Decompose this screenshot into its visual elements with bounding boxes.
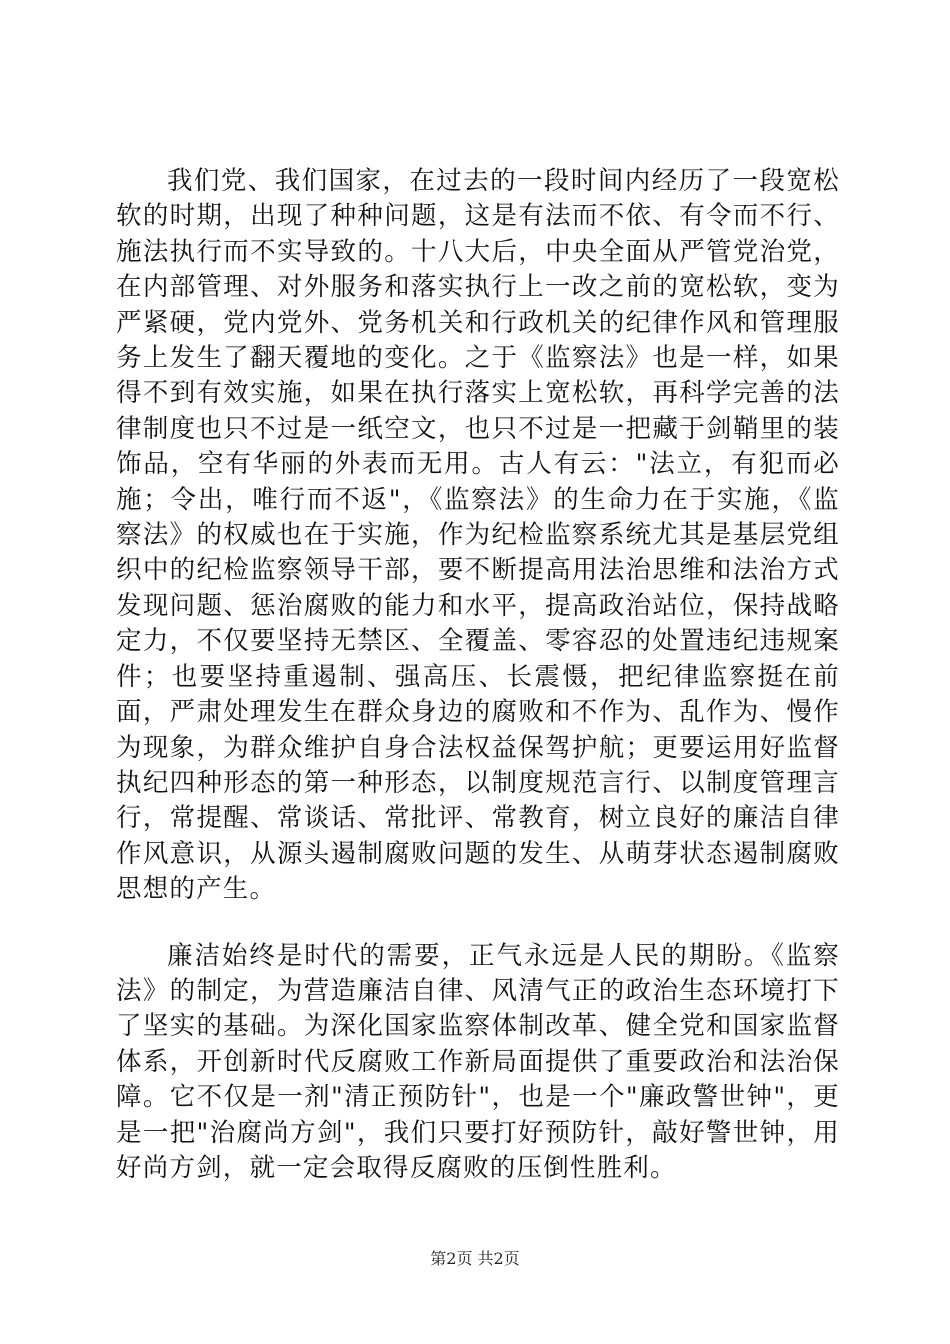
body-paragraph-1: 我们党、我们国家，在过去的一段时间内经历了一段宽松软的时期，出现了种种问题，这是有法而不依、有令而不行、施法执行而不实导致的。十八大后，中央全面从严管党治党，在内部管理、对外服务和落实执行上一改之前的宽松软，变为严紧硬，党内党外、党务机关和行政机关的纪律作风和管理服务上发生了翻天覆地的变化。之于《监察法》也是一样，如果得不到有效实施，如果在执行落实上宽松软，再科学完善的法律制度也只不过是一纸空文，也只不过是一把藏于剑鞘里的装饰品，空有华丽的外表而无用。古人有云："法立，有犯而必施；令出，唯行而不返"，《监察法》的生命力在于实施，《监察法》的权威也在于实施，作为纪检监察系统尤其是基层党组织中的纪检监察领导干部，要不断提高用法治思维和法治方式发现问题、惩治腐败的能力和水平，提高政治站位，保持战略定力，不仅要坚持无禁区、全覆盖、零容忍的处置违纪违规案件；也要坚持重遏制、强高压、长震慑，把纪律监察挺在前面，严肃处理发生在群众身边的腐败和不作为、乱作为、慢作为现象，为群众维护自身合法权益保驾护航；更要运用好监督执纪四种形态的第一种形态，以制度规范言行、以制度管理言行，常提醒、常谈话、常批评、常教育，树立良好的廉洁自律作风意识，从源头遏制腐败问题的发生、从萌芽状态遏制腐败思想的产生。 bbox=[116, 166, 840, 905]
body-paragraph-2: 廉洁始终是时代的需要，正气永远是人民的期盼。《监察法》的制定，为营造廉洁自律、风清气正的政治生态环境打下了坚实的基础。为深化国家监察体制改革、健全党和国家监督体系，开创新时代反腐败工作新局面提供了重要政治和法治保障。它不仅是一剂"清正预防针"，也是一个"廉政警世钟"，更是一把"治腐尚方剑"，我们只要打好预防针，敲好警世钟，用好尚方剑，就一定会取得反腐败的压倒性胜利。 bbox=[116, 940, 840, 1183]
page-number-footer: 第2页 共2页 bbox=[430, 1249, 520, 1268]
document-body bbox=[116, 164, 840, 1186]
